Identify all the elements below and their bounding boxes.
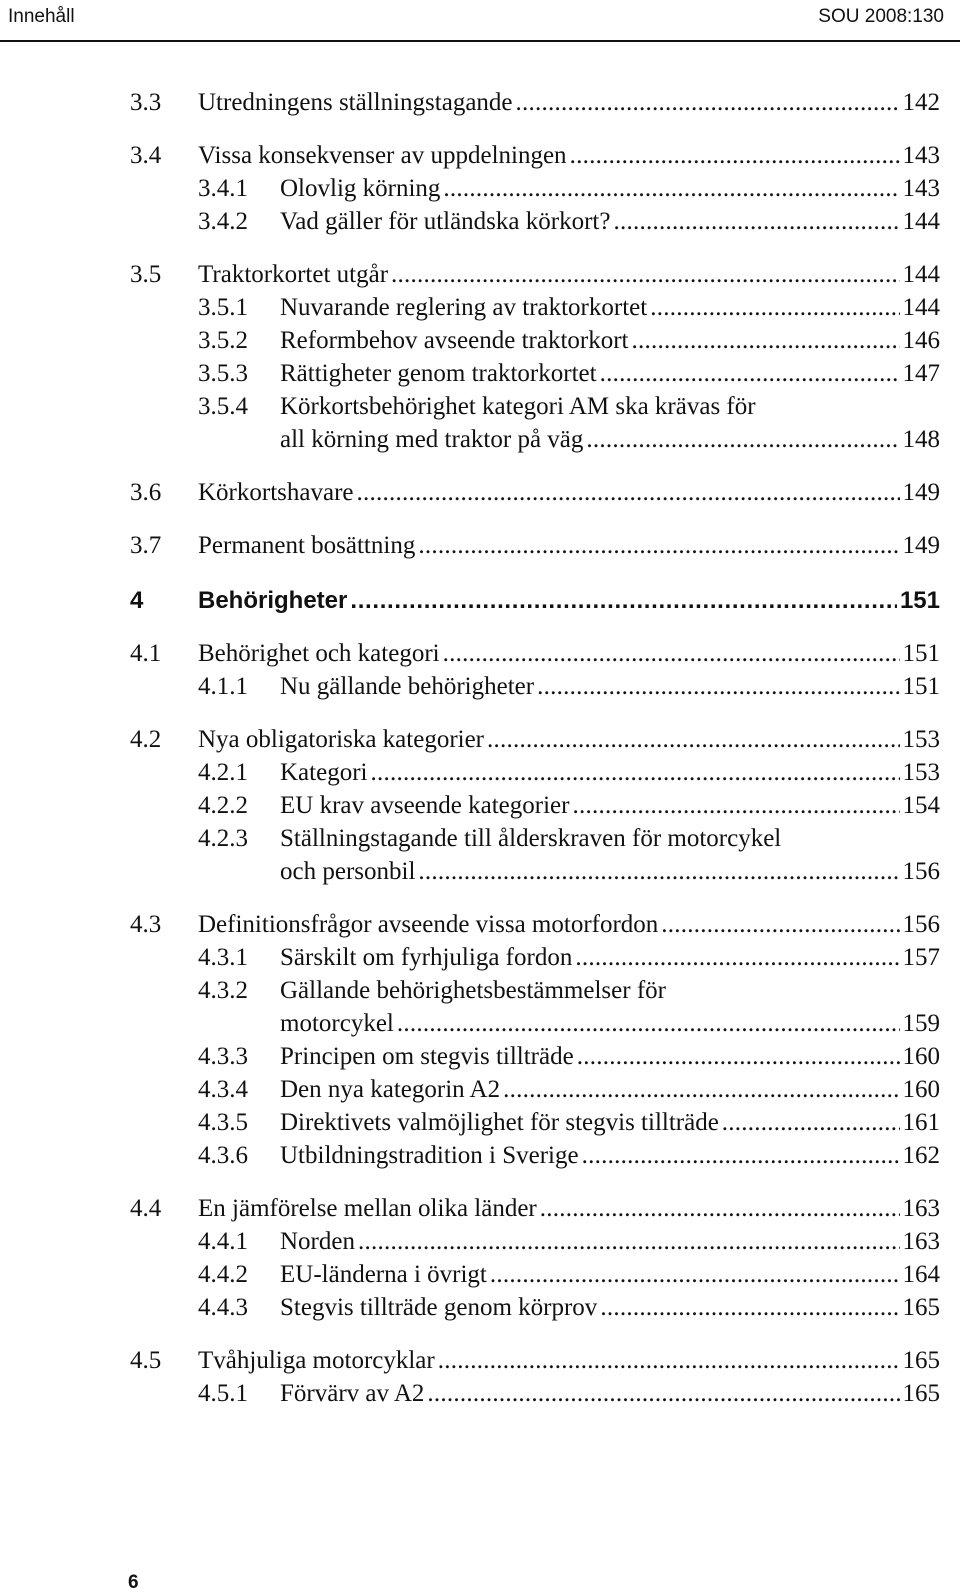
toc-entry-title: Olovlig körning (280, 175, 441, 202)
toc-entry-number: 3.6 (130, 479, 162, 506)
toc-entry-title-line2: och personbil (280, 858, 416, 885)
toc-entry-number: 4.5 (130, 1347, 162, 1374)
toc-entry-title: Behörighet och kategori (198, 640, 440, 667)
toc-entry-4-3-1[interactable] (130, 941, 940, 974)
toc-entry-page: 162 (902, 1142, 940, 1169)
toc-entry-title: Direktivets valmöjlighet för stegvis tillträde (280, 1109, 719, 1136)
toc-entry-number: 4.4 (130, 1195, 162, 1222)
toc-entry-4-2[interactable] (130, 723, 940, 756)
toc-entry-3-6[interactable] (130, 476, 940, 509)
toc-entry-title: Vad gäller för utländska körkort? (280, 208, 611, 235)
toc-entry-4-4-2[interactable] (130, 1258, 940, 1291)
dot-leader (600, 1291, 899, 1324)
toc-entry-page: 159 (902, 1010, 940, 1037)
toc-entry-page: 163 (902, 1228, 940, 1255)
toc-entry-number: 4.3.3 (198, 1043, 248, 1070)
toc-entry-title: Permanent bosättning (198, 532, 416, 559)
toc-entry-4-5-1[interactable] (130, 1377, 940, 1410)
toc-entry-page: 143 (902, 175, 940, 202)
dot-leader (391, 258, 899, 291)
toc-entry-3-5[interactable] (130, 258, 940, 291)
toc-entry-4-1[interactable] (130, 637, 940, 670)
toc-entry-4-3-2[interactable] (130, 974, 940, 1040)
header-rule (0, 40, 960, 42)
toc-entry-page: 151 (902, 640, 940, 667)
toc-entry-title: En jämförelse mellan olika länder (198, 1195, 537, 1222)
dot-leader (537, 670, 899, 703)
toc-entry-page: 149 (902, 532, 940, 559)
toc-entry-page: 153 (902, 726, 940, 753)
toc-entry-title: Norden (280, 1228, 355, 1255)
toc-entry-4-2-1[interactable] (130, 756, 940, 789)
running-header-doc-ref: SOU 2008:130 (818, 6, 944, 27)
toc-entry-page: 161 (902, 1109, 940, 1136)
toc-entry-4-3-4[interactable] (130, 1073, 940, 1106)
toc-entry-page: 151 (902, 673, 940, 700)
toc-entry-4-4[interactable] (130, 1192, 940, 1225)
dot-leader (370, 756, 899, 789)
dot-leader (600, 357, 900, 390)
toc-entry-title: Behörigheter (198, 587, 348, 614)
toc-entry-title: EU-länderna i övrigt (280, 1261, 487, 1288)
toc-entry-number: 4.4.3 (198, 1294, 248, 1321)
dot-leader (350, 584, 897, 617)
toc-entry-title: Principen om stegvis tillträde (280, 1043, 574, 1070)
toc-entry-title: Traktorkortet utgår (198, 261, 389, 288)
toc-entry-number: 4.2.3 (198, 825, 248, 852)
dot-leader (438, 1344, 900, 1377)
dot-leader (443, 637, 900, 670)
toc-entry-title: Nu gällande behörigheter (280, 673, 535, 700)
dot-leader (358, 1225, 900, 1258)
toc-entry-page: 147 (902, 360, 940, 387)
toc-entry-title: Körkortshavare (198, 479, 354, 506)
dot-leader (575, 941, 899, 974)
toc-entry-number: 3.3 (130, 89, 162, 116)
dot-leader (418, 529, 899, 562)
toc-entry-4-2-3[interactable] (130, 822, 940, 888)
dot-leader (487, 723, 899, 756)
dot-leader (570, 139, 900, 172)
toc-entry-3-5-3[interactable] (130, 357, 940, 390)
toc-entry-number: 3.5.1 (198, 294, 248, 321)
dot-leader (540, 1192, 900, 1225)
toc-entry-title-line1: Gällande behörighetsbestämmelser för (280, 977, 666, 1004)
toc-entry-title: Utbildningstradition i Sverige (280, 1142, 579, 1169)
page-number: 6 (128, 1572, 139, 1593)
toc-entry-title-line1: Körkortsbehörighet kategori AM ska krävas för (280, 393, 756, 420)
toc-entry-page: 146 (902, 327, 940, 354)
toc-entry-3-5-2[interactable] (130, 324, 940, 357)
toc-entry-page: 165 (902, 1347, 940, 1374)
toc-entry-page: 165 (902, 1380, 940, 1407)
toc-entry-3-3[interactable] (130, 86, 940, 119)
dot-leader (516, 86, 900, 119)
toc-entry-number: 4.1.1 (198, 673, 248, 700)
dot-leader (650, 291, 899, 324)
toc-entry-page: 163 (902, 1195, 940, 1222)
toc-entry-title: EU krav avseende kategorier (280, 792, 570, 819)
dot-leader (427, 1377, 899, 1410)
toc-entry-number: 3.5.2 (198, 327, 248, 354)
dot-leader (572, 789, 899, 822)
toc-entry-title: Stegvis tillträde genom körprov (280, 1294, 598, 1321)
toc-entry-page: 144 (902, 208, 940, 235)
toc-entry-page: 151 (899, 587, 940, 614)
toc-entry-title: Tvåhjuliga motorcyklar (198, 1347, 435, 1374)
toc-entry-title: Rättigheter genom traktorkortet (280, 360, 597, 387)
dot-leader (632, 324, 900, 357)
toc-entry-number: 4.3.1 (198, 944, 248, 971)
toc-entry-page: 154 (902, 792, 940, 819)
toc-entry-4-1-1[interactable] (130, 670, 940, 703)
toc-entry-3-5-4[interactable] (130, 390, 940, 456)
toc-entry-3-4-2[interactable] (130, 205, 940, 238)
toc-entry-4-2-2[interactable] (130, 789, 940, 822)
toc-entry-number: 3.5 (130, 261, 162, 288)
toc-entry-page: 143 (902, 142, 940, 169)
dot-leader (397, 1007, 900, 1040)
toc-entry-number: 4.1 (130, 640, 162, 667)
toc-entry-4-3-3[interactable] (130, 1040, 940, 1073)
toc-entry-number: 3.5.3 (198, 360, 248, 387)
toc-entry-page: 156 (902, 858, 940, 885)
toc-entry-title: Nuvarande reglering av traktorkortet (280, 294, 648, 321)
toc-entry-4-4-1[interactable] (130, 1225, 940, 1258)
toc-entry-page: 144 (902, 294, 940, 321)
toc-entry-number: 3.7 (130, 532, 162, 559)
dot-leader (722, 1106, 900, 1139)
dot-leader (490, 1258, 900, 1291)
toc-entry-number: 4.3.2 (198, 977, 248, 1004)
toc-entry-number: 4.2.1 (198, 759, 248, 786)
toc-entry-number: 3.5.4 (198, 393, 248, 420)
toc-entry-title: Den nya kategorin A2 (280, 1076, 501, 1103)
toc-entry-number: 3.4.2 (198, 208, 248, 235)
toc-entry-page: 160 (902, 1043, 940, 1070)
toc-entry-title: Utredningens ställningstagande (198, 89, 513, 116)
toc-entry-page: 164 (902, 1261, 940, 1288)
toc-entry-number: 4.3 (130, 911, 162, 938)
toc-entry-title: Nya obligatoriska kategorier (198, 726, 485, 753)
dot-leader (661, 908, 899, 941)
dot-leader (357, 476, 900, 509)
toc-entry-number: 4.3.6 (198, 1142, 248, 1169)
table-of-contents (130, 86, 940, 1410)
toc-entry-number: 4.4.2 (198, 1261, 248, 1288)
toc-entry-page: 144 (902, 261, 940, 288)
dot-leader (443, 172, 899, 205)
toc-entry-title: Reformbehov avseende traktorkort (280, 327, 629, 354)
dot-leader (586, 423, 899, 456)
toc-entry-3-5-1[interactable] (130, 291, 940, 324)
running-header-title: Innehåll (8, 6, 75, 27)
toc-entry-page: 153 (902, 759, 940, 786)
dot-leader (418, 855, 899, 888)
toc-entry-title-line2: all körning med traktor på väg (280, 426, 584, 453)
toc-entry-page: 148 (902, 426, 940, 453)
toc-entry-title: Kategori (280, 759, 368, 786)
toc-entry-page: 142 (902, 89, 940, 116)
toc-entry-4-4-3[interactable] (130, 1291, 940, 1324)
dot-leader (613, 205, 899, 238)
toc-entry-number: 4.3.5 (198, 1109, 248, 1136)
toc-entry-number: 4.2 (130, 726, 162, 753)
toc-entry-title: Vissa konsekvenser av uppdelningen (198, 142, 567, 169)
toc-entry-title-line1: Ställningstagande till ålderskraven för motorcykel (280, 825, 782, 852)
toc-entry-3-4[interactable] (130, 139, 940, 172)
toc-entry-number: 4.2.2 (198, 792, 248, 819)
toc-entry-number: 3.4.1 (198, 175, 248, 202)
toc-entry-4-3-6[interactable] (130, 1139, 940, 1172)
toc-entry-page: 165 (902, 1294, 940, 1321)
toc-entry-3-4-1[interactable] (130, 172, 940, 205)
dot-leader (503, 1073, 899, 1106)
toc-chapter-4[interactable] (130, 584, 940, 617)
toc-entry-title: Definitionsfrågor avseende vissa motorfordon (198, 911, 659, 938)
toc-entry-page: 157 (902, 944, 940, 971)
toc-entry-number: 4.3.4 (198, 1076, 248, 1103)
dot-leader (582, 1139, 900, 1172)
toc-entry-4-3-5[interactable] (130, 1106, 940, 1139)
toc-entry-title-line2: motorcykel (280, 1010, 394, 1037)
toc-entry-title: Särskilt om fyrhjuliga fordon (280, 944, 573, 971)
toc-entry-page: 149 (902, 479, 940, 506)
toc-entry-page: 156 (902, 911, 940, 938)
toc-entry-number: 4.4.1 (198, 1228, 248, 1255)
toc-entry-number: 4 (130, 587, 144, 614)
toc-entry-number: 3.4 (130, 142, 162, 169)
toc-entry-4-3[interactable] (130, 908, 940, 941)
toc-entry-3-7[interactable] (130, 529, 940, 562)
toc-entry-title: Förvärv av A2 (280, 1380, 425, 1407)
dot-leader (577, 1040, 900, 1073)
toc-entry-page: 160 (902, 1076, 940, 1103)
toc-entry-4-5[interactable] (130, 1344, 940, 1377)
toc-entry-number: 4.5.1 (198, 1380, 248, 1407)
